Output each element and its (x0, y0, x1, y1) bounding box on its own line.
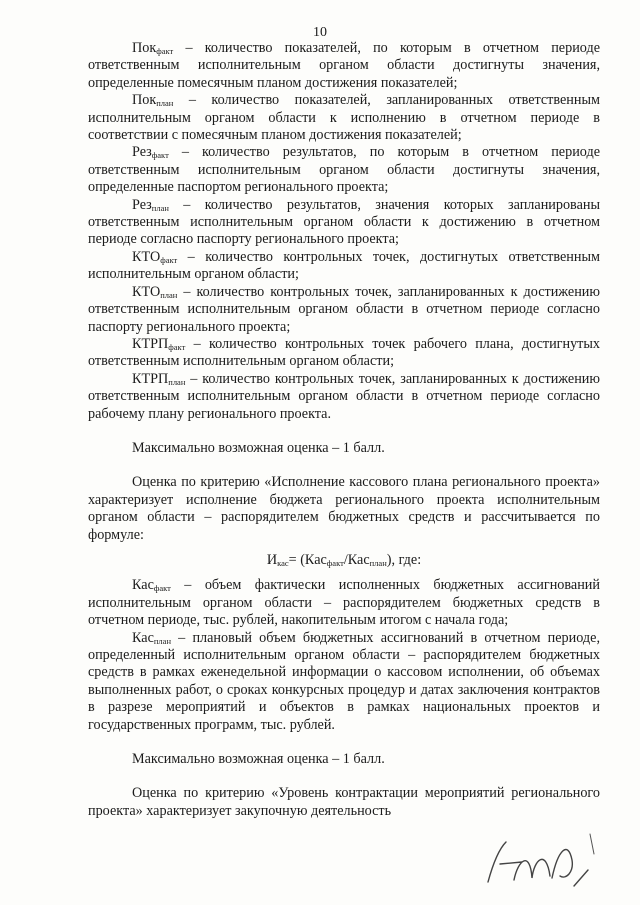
definition (88, 371, 600, 423)
def-symbol: КТО (132, 248, 161, 265)
definition (88, 197, 600, 249)
max-score-2: Максимально возможная оценка – 1 балл. (132, 751, 385, 768)
page-number: 10 (313, 25, 327, 40)
definition (88, 144, 600, 196)
definition (88, 40, 600, 92)
def-text: – количество показателей, по которым в отчетном периоде ответственным исполнительным органом области достигнуты значения, определенные помесячным планом достижения показателей; (88, 40, 600, 91)
handwritten-signature (470, 820, 610, 900)
def-symbol: Рез (132, 196, 152, 213)
contracting-paragraph: Оценка по критерию «Уровень контрактации мероприятий регионального проекта» характеризует закупочную деятельность (88, 785, 600, 819)
def-symbol: КТРП (132, 370, 169, 387)
def-symbol: КТРП (132, 335, 169, 352)
def-symbol: КТО (132, 283, 161, 300)
def-subscript: факт (151, 150, 169, 161)
def-subscript: факт (168, 341, 186, 352)
formula-lhs: И (266, 551, 278, 568)
max-score-1: Максимально возможная оценка – 1 балл. (132, 439, 385, 456)
def-text: – количество контрольных точек рабочего плана, достигнутых ответственным исполнительным органом области; (88, 335, 600, 370)
def-subscript: план (153, 635, 171, 646)
formula-sub1: факт (326, 557, 344, 568)
def-subscript: план (156, 98, 174, 109)
definition (88, 92, 600, 144)
formula-sub2: план (369, 557, 387, 568)
def-text: – количество контрольных точек, запланированных к достижению ответственным исполнительным органом области в отчетном периоде согласно паспорту регионального проекта; (88, 283, 600, 335)
def-symbol: Пок (132, 92, 157, 109)
definition (88, 336, 600, 371)
def-subscript: факт (156, 46, 174, 56)
def-subscript: план (160, 289, 178, 300)
document-body (88, 40, 600, 820)
formula-lhs-sub: кас (277, 557, 289, 568)
def-subscript: план (151, 202, 169, 213)
formula (88, 552, 600, 569)
definition (88, 577, 600, 629)
def-subscript: факт (153, 583, 171, 594)
def-symbol: Кас (132, 629, 154, 646)
formula-end: ), где: (386, 551, 422, 568)
def-text: – объем фактически исполненных бюджетных ассигнований исполнительным органом области – распорядителем бюджетных средств в отчетном периоде, тыс. рублей, накопительным итогом с начала года; (88, 577, 600, 629)
def-text: – количество результатов, по которым в отчетном периоде ответственным исполнительным органом области достигнуты значения, определенные паспортом регионального проекта; (88, 144, 600, 196)
def-subscript: факт (160, 254, 178, 265)
def-symbol: Кас (132, 577, 154, 594)
def-subscript: план (168, 376, 186, 387)
def-symbol: Пок (132, 40, 157, 56)
definitions-list-1 (88, 40, 600, 423)
definition (88, 630, 600, 734)
def-text: – количество контрольных точек, достигнутых ответственным исполнительным органом области; (88, 248, 600, 283)
def-text: – количество результатов, значения которых запланированы ответственным исполнительным органом области к достижению в отчетном периоде согласно паспорту регионального проекта; (88, 196, 600, 248)
def-text: – количество контрольных точек, запланированных к достижению ответственным исполнительным органом области в отчетном периоде согласно рабочему плану регионального проекта. (88, 370, 600, 422)
def-text: – количество показателей, запланированных ответственным исполнительным органом области к исполнению в отчетном периоде в соответствии с помесячным планом достижения показателей; (88, 92, 600, 144)
definition (88, 249, 600, 284)
formula-mid1: = (Кас (288, 551, 327, 568)
definitions-list-2 (88, 577, 600, 734)
definition (88, 284, 600, 336)
kas-intro-paragraph: Оценка по критерию «Исполнение кассового плана регионального проекта» характеризует исполнение бюджета регионального проекта исполнительным органом области – распорядителем бюджетных средств и рассчитывается по формуле: (88, 474, 600, 543)
def-text: – плановый объем бюджетных ассигнований в отчетном периоде, определенный исполнительным органом области – распорядителем бюджетных средств в рамках еженедельной информации о кассовом исполнении, об объемах выполненных работ, о сроках конкурсных процедур и датах заключения контрактов в разрезе мероприятий и объектов в рамках национальных проектов и государственных программ, тыс. рублей. (88, 629, 600, 733)
def-symbol: Рез (132, 144, 152, 161)
formula-mid2: /Кас (343, 551, 370, 568)
